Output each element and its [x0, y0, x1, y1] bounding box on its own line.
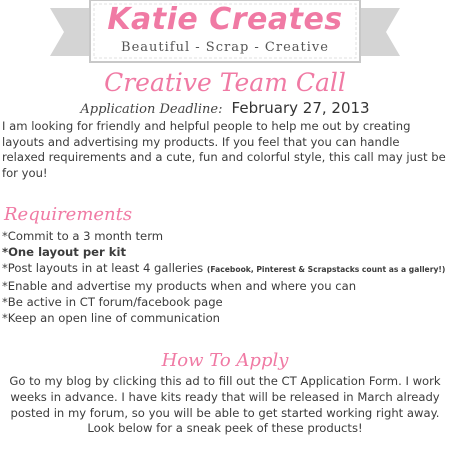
requirement-item: [2, 294, 448, 310]
requirement-text: *Enable and advertise my products when and where you can: [2, 279, 357, 293]
banner-title: Katie Creates: [107, 2, 343, 37]
how-to-apply-heading: How To Apply: [161, 350, 289, 371]
requirements-list: [2, 228, 448, 326]
deadline-label: Application Deadline:: [80, 102, 223, 117]
requirement-text: *Be active in CT forum/facebook page: [2, 295, 223, 309]
deadline-date: February 27, 2013: [231, 99, 370, 117]
requirement-item: [2, 244, 448, 260]
requirement-item: [2, 278, 448, 294]
requirements-heading: Requirements: [4, 204, 133, 225]
application-deadline: [0, 98, 450, 120]
requirement-text: *Post layouts in at least 4 galleries: [2, 261, 204, 275]
banner-subtitle: Beautiful - Scrap - Creative: [121, 40, 329, 55]
requirement-item: [2, 260, 448, 278]
requirement-text: *Commit to a 3 month term: [2, 229, 164, 243]
requirement-note: (Facebook, Pinterest & Scrapstacks count as a gallery!): [206, 265, 446, 274]
page-title: Creative Team Call: [104, 68, 346, 97]
header-banner: [50, 0, 400, 66]
intro-paragraph: I am looking for friendly and helpful people to help me out by creating layouts and advertising my products. If you feel that you can handle relaxed requirements and a cute, fun and colorful style, this call may just be for you!: [2, 119, 446, 180]
how-to-apply-paragraph[interactable]: Go to my blog by clicking this ad to fill out the CT Application Form. I work weeks in advance. I have kits ready that will be released in March already posted in my forum, so you will be able to get started working right away. Look below for a sneak peek of these products!: [9, 374, 441, 436]
requirement-text: *Keep an open line of communication: [2, 311, 221, 325]
requirement-text: *One layout per kit: [2, 245, 127, 259]
requirement-item: [2, 310, 448, 326]
requirement-item: [2, 228, 448, 244]
